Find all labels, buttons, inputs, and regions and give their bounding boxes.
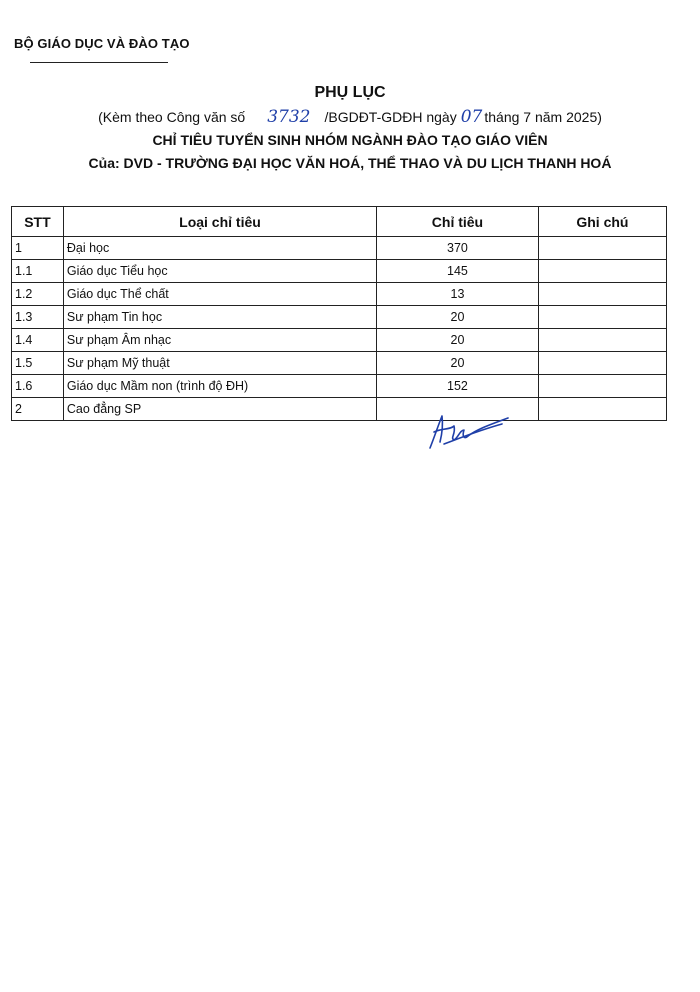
cell-type: Cao đẳng SP [63,398,376,421]
signature-mark [424,408,514,452]
subtitle: CHỈ TIÊU TUYỂN SINH NHÓM NGÀNH ĐÀO TẠO GIÁO VIÊN [152,132,548,148]
cell-stt: 1.6 [12,375,64,398]
cell-quota: 152 [377,375,539,398]
cell-note [538,283,666,306]
page-title: PHỤ LỤC [314,84,386,101]
ref-prefix: (Kèm theo Công văn số [98,109,246,125]
ref-suffix: tháng 7 năm 2025) [484,109,602,125]
column-header-stt: STT [12,207,64,237]
cell-type: Giáo dục Tiểu học [63,260,376,283]
table-row [12,306,667,329]
ministry-underline [30,62,168,63]
cell-note [538,260,666,283]
ministry-name: BỘ GIÁO DỤC VÀ ĐÀO TẠO [14,36,190,51]
cell-type: Đại học [63,237,376,260]
ref-number: 3732 [267,107,311,127]
cell-quota: 13 [377,283,539,306]
table-row [12,260,667,283]
cell-stt: 1.2 [12,283,64,306]
cell-note [538,375,666,398]
table-row [12,375,667,398]
cell-quota: 20 [377,329,539,352]
table-row [12,352,667,375]
table-row [12,329,667,352]
reference-line [0,107,700,127]
cell-note [538,352,666,375]
cell-quota: 370 [377,237,539,260]
cell-stt: 1 [12,237,64,260]
cell-quota: 145 [377,260,539,283]
institution-name: Của: DVD - TRƯỜNG ĐẠI HỌC VĂN HOÁ, THỂ THAO VÀ DU LỊCH THANH HOÁ [88,155,612,171]
ref-day: 07 [460,107,483,127]
cell-type: Sư phạm Tin học [63,306,376,329]
table-row [12,283,667,306]
cell-quota: 20 [377,306,539,329]
column-header-note: Ghi chú [538,207,666,237]
table-row [12,398,667,421]
cell-stt: 1.5 [12,352,64,375]
cell-stt: 2 [12,398,64,421]
cell-note [538,237,666,260]
cell-type: Giáo dục Mầm non (trình độ ĐH) [63,375,376,398]
cell-type: Sư phạm Mỹ thuật [63,352,376,375]
cell-type: Sư phạm Âm nhạc [63,329,376,352]
table-row [12,237,667,260]
cell-type: Giáo dục Thể chất [63,283,376,306]
cell-stt: 1.3 [12,306,64,329]
quota-table [11,206,667,421]
cell-note [538,306,666,329]
ref-code: /BGDĐT-GDĐH ngày [324,109,457,125]
cell-quota: 20 [377,352,539,375]
column-header-type: Loại chỉ tiêu [63,207,376,237]
cell-note [538,398,666,421]
column-header-quota: Chỉ tiêu [377,207,539,237]
cell-note [538,329,666,352]
cell-stt: 1.1 [12,260,64,283]
cell-stt: 1.4 [12,329,64,352]
table-header-row [12,207,667,237]
